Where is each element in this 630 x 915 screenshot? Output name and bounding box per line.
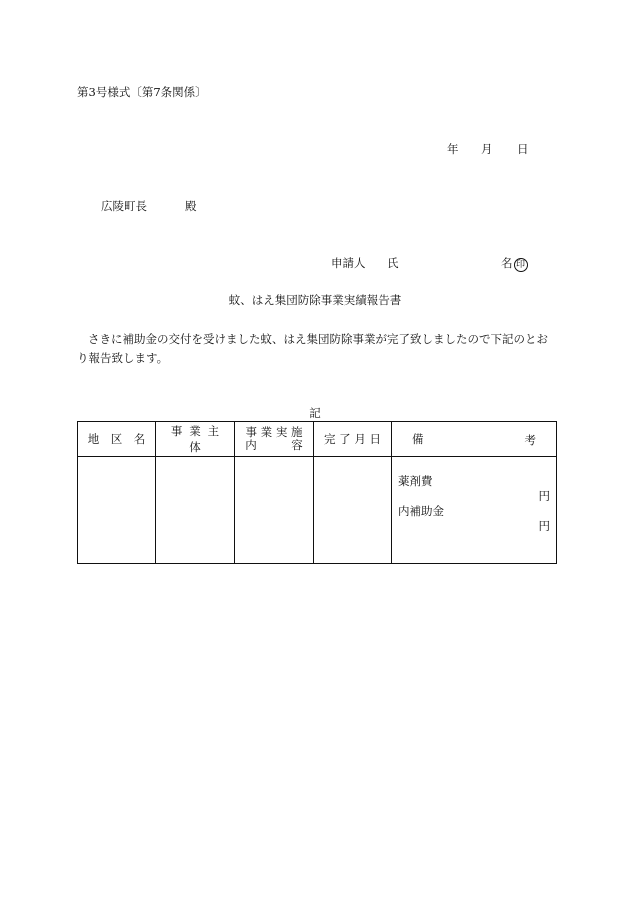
table-header-row	[78, 422, 557, 457]
header-notes-right: 考	[524, 433, 536, 447]
header-notes-left: 備	[412, 432, 424, 446]
date-year: 年	[447, 142, 459, 156]
applicant-name-label-2: 名	[501, 256, 513, 270]
header-content-bottom: 内 容	[245, 438, 303, 452]
yen-label-2: 円	[538, 519, 550, 533]
report-table	[77, 421, 557, 564]
document-title: 蚊、はえ集団防除事業実績報告書	[228, 293, 402, 307]
chemical-cost-label: 薬剤費	[398, 474, 433, 488]
cell-notes[interactable]	[392, 457, 557, 564]
addressee-honorific: 殿	[185, 199, 197, 213]
applicant-line	[331, 255, 529, 271]
header-notes	[392, 422, 557, 457]
cell-completion[interactable]	[314, 457, 392, 564]
cell-content[interactable]	[235, 457, 314, 564]
form-number: 第3号様式〔第7条関係〕	[77, 85, 207, 99]
yen-label-1: 円	[538, 489, 550, 503]
seal-mark: 印	[514, 258, 528, 272]
addressee-name: 広陵町長	[101, 199, 147, 213]
ki-heading: 記	[309, 406, 321, 420]
header-completion: 完 了 月 日	[314, 422, 392, 457]
header-content-top: 事 業 実 施	[245, 425, 303, 439]
cell-operator[interactable]	[156, 457, 235, 564]
header-content	[235, 422, 314, 457]
date-line	[447, 141, 529, 157]
table-row	[78, 457, 557, 564]
header-operator: 事業主体	[156, 422, 235, 457]
addressee	[101, 198, 197, 214]
date-day: 日	[517, 142, 529, 156]
applicant-label: 申請人	[331, 256, 366, 270]
cell-district[interactable]	[78, 457, 156, 564]
applicant-name-label-1: 氏	[387, 256, 399, 270]
header-district: 地 区 名	[78, 422, 156, 457]
subsidy-label: 内補助金	[398, 504, 444, 518]
date-month: 月	[481, 142, 493, 156]
body-text: さきに補助金の交付を受けました蚊、はえ集団防除事業が完了致しましたので下記のとおり報告致します。	[77, 332, 548, 365]
